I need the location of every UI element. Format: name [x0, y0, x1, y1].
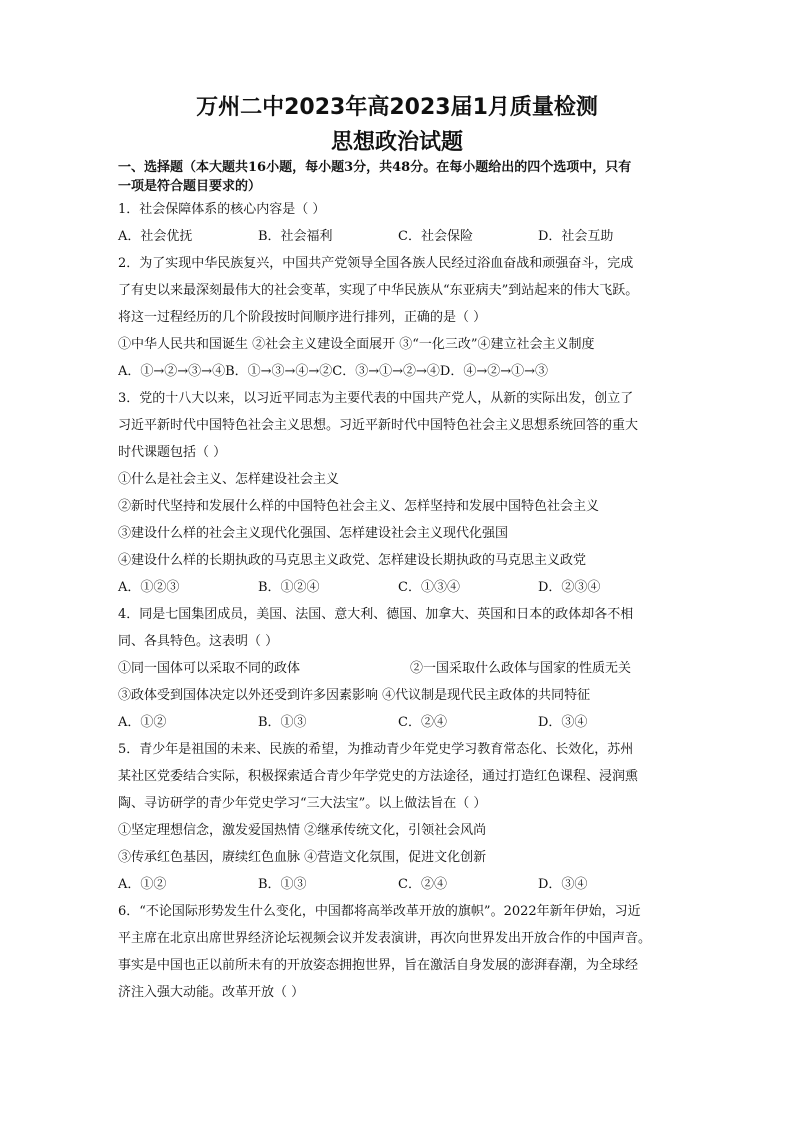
option-c: C．②④ — [398, 877, 447, 892]
question-stem: 6．“不论国际形势发生什么变化，中国都将高举改革开放的旗帜”。2022年新年伊始，习近 — [118, 904, 641, 919]
statement-item: ③政体受到国体决定以外还受到许多因素影响 — [118, 688, 379, 703]
option-b: B．①③ — [258, 715, 307, 730]
option-a: A．①② — [118, 877, 167, 892]
option-b: B．①③ — [258, 877, 307, 892]
question-stem: 平主席在北京出席世界经济论坛视频会议并发表演讲，再次向世界发出开放合作的中国声音。 — [118, 931, 652, 946]
statement-row — [118, 682, 678, 709]
option-a: A．社会优抚 — [118, 229, 193, 244]
exam-subject: 思想政治试题 — [330, 130, 463, 155]
option-b: B．①②④ — [258, 580, 320, 595]
question-stem: 事实是中国也正以前所未有的开放姿态拥抱世界，旨在激活自身发展的澎湃春潮，为全球经 — [118, 958, 639, 973]
question-stem: 习近平新时代中国特色社会主义思想。习近平新时代中国特色社会主义思想系统回答的重大 — [118, 418, 639, 433]
answer-options — [118, 709, 678, 736]
exam-title: 万州二中2023年高2023届1月质量检测 — [196, 95, 598, 120]
statement-item: ③传承红色基因，赓续红色血脉 ④营造文化氛围，促进文化创新 — [118, 850, 487, 865]
statement-item: ②新时代坚持和发展什么样的中国特色社会主义、怎样坚持和发展中国特色社会主义 — [118, 499, 600, 514]
section-heading-cont: 一项是符合题目要求的） — [118, 179, 262, 194]
answer-options: A．①→②→③→④B．①→③→④→②C．③→①→②→④D．④→②→①→③ — [118, 364, 549, 379]
answer-options — [118, 871, 678, 898]
option-c: C．社会保险 — [398, 229, 473, 244]
question-stem: 将这一过程经历的几个阶段按时间顺序进行排列，正确的是（ ） — [118, 310, 487, 325]
question-stem: 1．社会保障体系的核心内容是（ ） — [118, 202, 326, 217]
question-stem: 2．为了实现中华民族复兴，中国共产党领导全国各族人民经过浴血奋战和顽强奋斗，完成 — [118, 256, 634, 271]
question-stem: 某社区党委结合实际，积极探索适合青少年学党史的方法途径，通过打造红色课程、浸润熏 — [118, 769, 639, 784]
option-c: C．①③④ — [398, 580, 460, 595]
option-d: D．②③④ — [538, 580, 601, 595]
option-a: A．①②③ — [118, 580, 180, 595]
answer-options — [118, 574, 678, 601]
statement-items: ①中华人民共和国诞生 ②社会主义建设全面展开 ③“一化三改”④建立社会主义制度 — [118, 337, 595, 352]
statement-item: ④建设什么样的长期执政的马克思主义政党、怎样建设长期执政的马克思主义政党 — [118, 553, 587, 568]
question-stem: 济注入强大动能。改革开放（ ） — [118, 985, 305, 1000]
statement-item: ①什么是社会主义、怎样建设社会主义 — [118, 472, 340, 487]
option-d: D．③④ — [538, 877, 588, 892]
statement-item: ③建设什么样的社会主义现代化强国、怎样建设社会主义现代化强国 — [118, 526, 509, 541]
option-d: D．社会互助 — [538, 229, 614, 244]
statement-row — [118, 655, 678, 682]
statement-item: ①同一国体可以采取不同的政体 — [118, 661, 301, 676]
question-stem: 5．青少年是祖国的未来、民族的希望，为推动青少年党史学习教育常态化、长效化，苏州 — [118, 742, 634, 757]
question-stem: 陶、寻访研学的青少年党史学习“三大法宝”。以上做法旨在（ ） — [118, 796, 487, 811]
question-stem: 时代课题包括（ ） — [118, 445, 227, 460]
option-d: D．③④ — [538, 715, 588, 730]
section-heading: 一、选择题（本大题共16小题，每小题3分，共48分。在每小题给出的四个选项中，只有 — [118, 160, 632, 175]
question-stem: 同、各具特色。这表明（ ） — [118, 634, 279, 649]
option-b: B．社会福利 — [258, 229, 333, 244]
answer-options — [118, 223, 678, 250]
question-stem: 4．同是七国集团成员，美国、法国、意大利、德国、加拿大、英国和日本的政体却各不相 — [118, 607, 634, 622]
statement-item: ①坚定理想信念，激发爱国热情 ②继承传统文化，引领社会风尚 — [118, 823, 487, 838]
statement-item: ④代议制是现代民主政体的共同特征 — [382, 688, 591, 703]
question-stem: 了有史以来最深刻最伟大的社会变革，实现了中华民族从“东亚病夫”到站起来的伟大飞跃。 — [118, 283, 639, 298]
option-a: A．①② — [118, 715, 167, 730]
question-stem: 3．党的十八大以来，以习近平同志为主要代表的中国共产党人，从新的实际出发，创立了 — [118, 391, 634, 406]
statement-item: ②一国采取什么政体与国家的性质无关 — [410, 661, 632, 676]
exam-content — [118, 158, 678, 1006]
option-c: C．②④ — [398, 715, 447, 730]
